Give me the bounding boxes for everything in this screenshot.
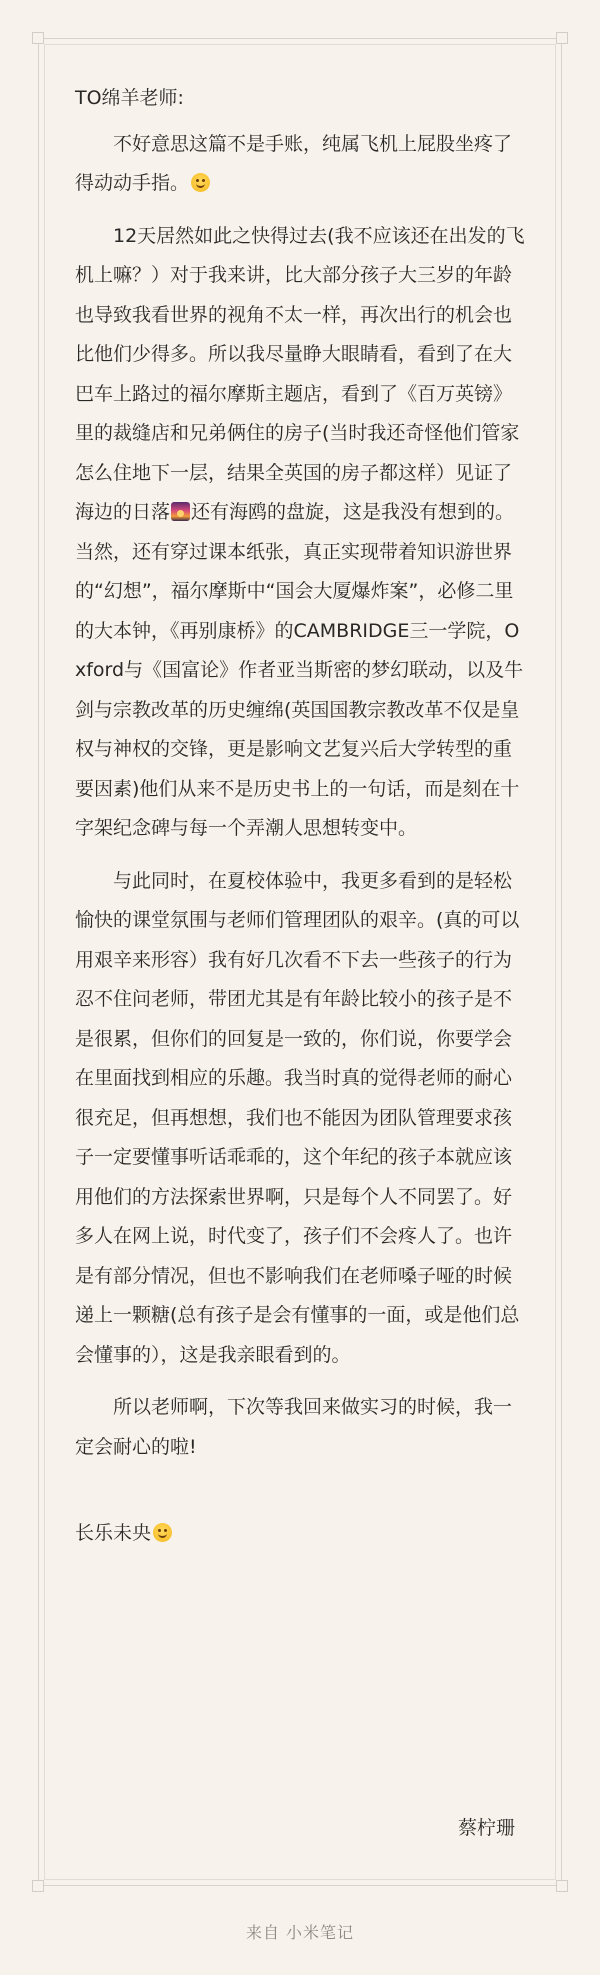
paragraph-text: 与此同时，在夏校体验中，我更多看到的是轻松愉快的课堂氛围与老师们管理团队的艰辛。(真的可以用艰辛来形容）我有好几次看不下去一些孩子的行为忍不住问老师，带团尤其是有年龄比较小的孩子是不是很累，但你们的回复是一致的，你们说，你要学会在里面找到相应的乐趣。我当时真的觉得老师的耐心很充足，但再想想，我们也不能因为团队管理要求孩子一定要懂事听话乖乖的，这个年纪的孩子本就应该用他们的方法探索世界啊，只是每个人不同罢了。好多人在网上说，时代变了，孩子们不会疼人了。也许是有部分情况，但也不影响我们在老师嗓子哑的时候递上一颗糖(总有孩子是会有懂事的一面，或是他们总会懂事的），这是我亲眼看到的。 [75,869,520,1366]
note-greeting: TO绵羊老师: [75,87,184,109]
frame-corner-ornament [556,32,568,44]
note-signature: 蔡柠珊 [457,1817,515,1839]
paragraph-text: 不好意思这篇不是手账，纯属飞机上屁股坐疼了得动动手指。 [75,132,513,194]
note-paragraph [75,1388,527,1467]
smiling-face-icon [191,173,210,192]
note-paper-frame [38,38,562,1886]
sunset-icon [171,502,190,521]
paragraph-text: 12天居然如此之快得过去(我不应该还在出发的飞机上嘛？）对于我来讲，比大部分孩子大三岁的年龄也导致我看世界的视角不太一样，再次出行的机会也比他们少得多。所以我尽量睁大眼睛看，看到了在大巴车上路过的福尔摩斯主题店，看到了《百万英镑》里的裁缝店和兄弟俩住的房子(当时我还奇怪他们管家怎么住地下一层，结果全英国的房子都这样）见证了海边的日落 [75,224,525,523]
frame-corner-ornament [556,1880,568,1892]
paragraph-text: 还有海鸥的盘旋，这是我没有想到的。当然，还有穿过课本纸张，真正实现带着知识游世界的“幻想”，福尔摩斯中“国会大厦爆炸案”，必修二里的大本钟，《再别康桥》的CAMBRIDGE三一学院，Oxford与《国富论》作者亚当斯密的梦幻联动，以及牛剑与宗教改革的历史缠绵(英国国教宗教改革不仅是皇权与神权的交锋，更是影响文艺复兴后大学转型的重要因素)他们从来不是历史书上的一句话，而是刻在十字架纪念碑与每一个弄潮人思想转变中。 [75,501,524,839]
paragraph-text: 所以老师啊，下次等我回来做实习的时候，我一定会耐心的啦! [75,1396,513,1458]
frame-corner-ornament [32,1880,44,1892]
blank-line [75,1480,527,1514]
closing-text: 长乐未央 [75,1522,152,1544]
frame-corner-ornament [32,32,44,44]
app-source-footer: 来自 小米笔记 [245,1923,355,1942]
smiling-face-icon [153,1523,172,1542]
note-paragraph [75,862,527,1376]
note-body[interactable] [75,79,527,1554]
note-paragraph [75,125,527,204]
note-closing [75,1514,527,1554]
note-paragraph [75,217,527,849]
